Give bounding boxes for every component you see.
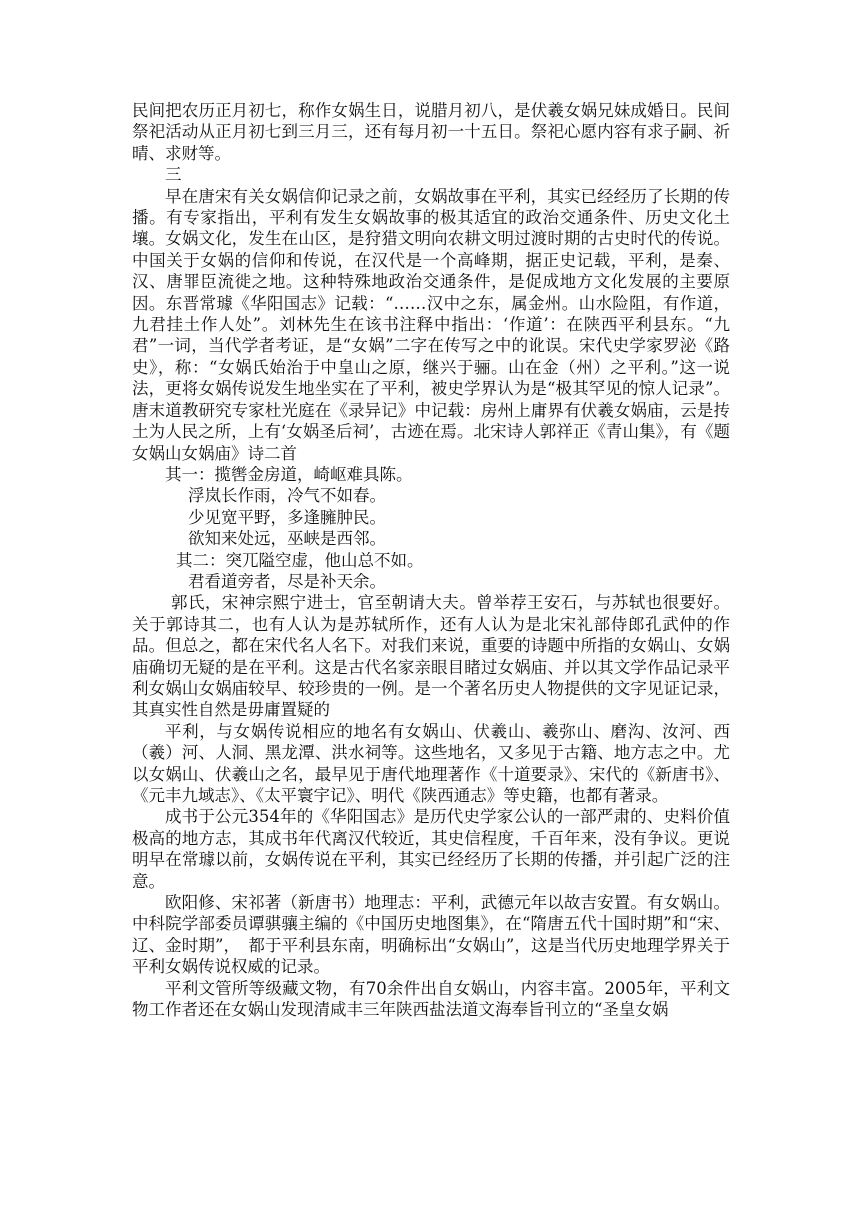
paragraph-huayang-guozhi: 成书于公元354年的《华阳国志》是历代史学家公认的一部严肃的、史料价值极高的地方志，其成书年代离汉代较近，其史信程度，千百年来，没有争议。更说明早在常璩以前，女娲传说在平利，其实已经经历了长期的传播，并引起广泛的注意。 [132,807,730,891]
paragraph-guo-xiangzheng: 郭氏，宋神宗熙宁进士，官至朝请大夫。曾举荐王安石，与苏轼也很要好。关于郭诗其二，也有人认为是苏轼所作，还有人认为是北宋礼部侍郎孔武仲的作品。但总之，都在宋代名人名下。对我们来说，重要的诗题中所指的女娲山、女娲庙确切无疑的是在平利。这是古代名家亲眼目睹过女娲庙、并以其文学作品记录平利女娲山女娲庙较早、较珍贵的一例。是一个著名历史人物提供的文字见证记录，其真实性自然是毋庸置疑的 [132,593,730,720]
paragraph-sacrifice-customs: 民间把农历正月初七，称作女娲生日，说腊月初八，是伏羲女娲兄妹成婚日。民间祭祀活动从正月初七到三月三，还有每月初一十五日。祭祀心愿内容有求子嗣、祈晴、求财等。 [132,101,730,163]
paragraph-place-names: 平利，与女娲传说相应的地名有女娲山、伏羲山、羲弥山、磨沟、汝河、西（羲）河、人洞、黑龙潭、洪水祠等。这些地名，又多见于古籍、地方志之中。尤以女娲山、伏羲山之名，最早见于唐代地理著作《十道要录》、宋代的《新唐书》、《元丰九域志》、《太平寰宇记》、明代《陕西通志》等史籍，也都有著录。 [132,721,730,805]
poem-one-heading: 其一：揽辔金房道，崎岖难具陈。 [165,464,413,484]
poem-one-line: 欲知来处远，巫峡是西邻。 [188,529,386,549]
document-body [132,100,730,1020]
paragraph-cultural-relics: 平利文管所等级藏文物，有70余件出自女娲山，内容丰富。2005年，平利文物工作者还在女娲山发现清咸丰三年陕西盐法道文海奉旨刊立的“圣皇女娲 [132,978,730,1020]
paragraph-new-tang-book: 欧阳修、宋祁著（新唐书）地理志：平利，武德元年以故吉安置。有女娲山。中科院学部委员谭骐骧主编的《中国历史地图集》，在“隋唐五代十国时期”和“宋、辽、金时期”， 都于平利县东南，明确标出“女娲山”，这是当代历史地理学界关于平利女娲传说权威的记录。 [132,893,730,977]
paragraph-spread-history: 早在唐宋有关女娲信仰记录之前，女娲故事在平利，其实已经经历了长期的传播。有专家指出，平利有发生女娲故事的极其适宜的政治交通条件、历史文化土壤。女娲文化，发生在山区，是狩猎文明向农耕文明过渡时期的古史时代的传说。中国关于女娲的信仰和传说，在汉代是一个高峰期，据正史记载，平利，是秦、汉、唐罪臣流徙之地。这种特殊地政治交通条件，是促成地方文化发展的主要原因。东晋常璩《华阳国志》记载：“……汉中之东，属金州。山水险阻，有作道，九君挂土作人处”。刘林先生在该书注释中指出：‘作道’：在陕西平利县东。“九君”一词，当代学者考证，是“女娲”二字在传写之中的讹误。宋代史学家罗泌《路史》，称：“女娲氏始治于中皇山之原，继兴于骊。山在金（州）之平利。”这一说法，更将女娲传说发生地坐实在了平利，被史学界认为是“极其罕见的惊人记录”。唐末道教研究专家杜光庭在《录异记》中记载：房州上庸界有伏羲女娲庙，云是抟土为人民之所，上有‘女娲圣后祠’，古迹在焉。北宋诗人郭祥正《青山集》，有《题女娲山女娲庙》诗二首 [132,186,730,463]
poem-one-line: 少见宽平野，多逢臃肿民。 [188,507,386,527]
poem-two-heading: 其二：突兀隘空虚，他山总不如。 [176,550,424,570]
section-number: 三 [165,165,182,185]
poem-two-line: 君看道旁者，尽是补天余。 [188,571,386,591]
poem-one-line: 浮岚长作雨，冷气不如春。 [188,486,386,506]
